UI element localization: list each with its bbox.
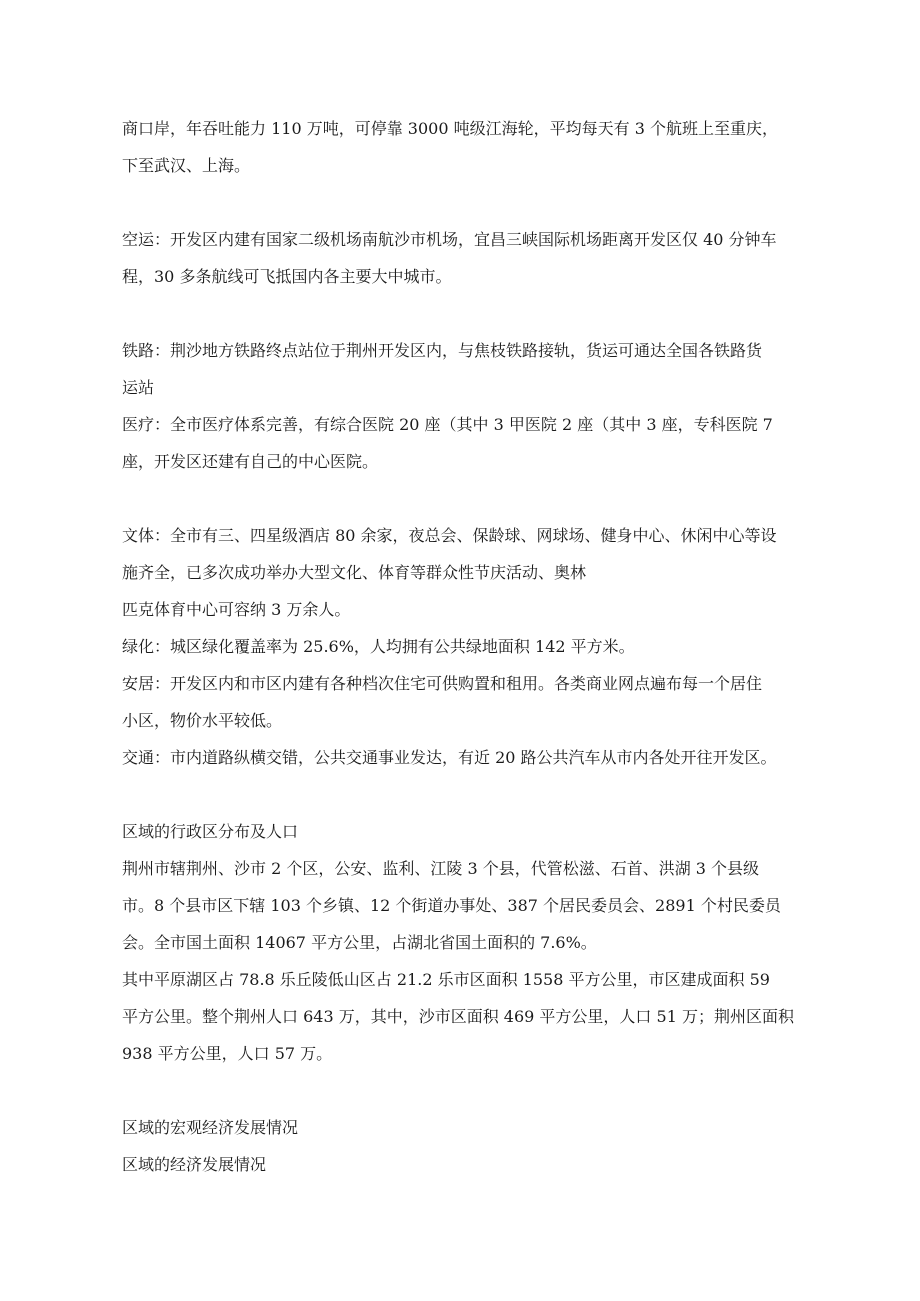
- culture-line-3: 匹克体育中心可容纳 3 万余人。: [122, 600, 351, 619]
- admin-line-2: 市。8 个县市区下辖 103 个乡镇、12 个街道办事处、387 个居民委员会、2891 个村民委员: [122, 896, 781, 915]
- spacer: [122, 1072, 822, 1109]
- culture-line-2: 施齐全，已多次成功举办大型文化、体育等群众性节庆活动、奥林: [122, 563, 587, 582]
- traffic-paragraph: [122, 739, 822, 776]
- admin-line-1: 荆州市辖荆州、沙市 2 个区，公安、监利、江陵 3 个县，代管松滋、石首、洪湖 3 个县级: [122, 859, 760, 878]
- rail-line-2: 运站: [122, 378, 155, 397]
- rail-paragraph: [122, 332, 822, 369]
- green-text: ：城区绿化覆盖率为 25.6%，人均拥有公共绿地面积 142 平方米。: [154, 637, 635, 656]
- spacer: [122, 776, 822, 813]
- air-line-2: 程，30 多条航线可飞抵国内各主要大中城市。: [122, 267, 452, 286]
- spacer: [122, 480, 822, 517]
- rail-text: ：荆沙地方铁路终点站位于荆州开发区内，与焦枝铁路接轨，货运可通达全国各铁路货: [154, 341, 763, 360]
- housing-line-2: 小区，物价水平较低。: [122, 711, 283, 730]
- housing-paragraph: [122, 665, 822, 702]
- admin-line-3: 会。全市国土面积 14067 平方公里，占湖北省国土面积的 7.6%。: [122, 933, 597, 952]
- admin-line-4: 其中平原湖区占 78.8 乐丘陵低山区占 21.2 乐市区面积 1558 平方公里，市区建成面积 59: [122, 970, 770, 989]
- green-paragraph: [122, 628, 822, 665]
- admin-line-5: 平方公里。整个荆州人口 643 万，其中，沙市区面积 469 平方公里，人口 51 万；荆州区面积: [122, 1007, 794, 1026]
- spacer: [122, 184, 822, 221]
- admin-line-6: 938 平方公里，人口 57 万。: [122, 1044, 333, 1063]
- housing-text: ：开发区内和市区内建有各种档次住宅可供购置和租用。各类商业网点遍布每一个居住: [154, 674, 763, 693]
- housing-term: 安居: [122, 674, 155, 693]
- traffic-term: 交通: [122, 748, 155, 767]
- air-paragraph: [122, 221, 822, 258]
- medical-line-2: 座，开发区还建有自己的中心医院。: [122, 452, 379, 471]
- medical-line-1: 医疗：全市医疗体系完善，有综合医院 20 座（其中 3 甲医院 2 座（其中 3 座，专科医院 7: [122, 415, 773, 434]
- culture-line-1: 文体：全市有三、四星级酒店 80 余家，夜总会、保龄球、网球场、健身中心、休闲中心等设: [122, 526, 777, 545]
- economy-heading: 区域的宏观经济发展情况: [122, 1118, 299, 1137]
- document-body: [122, 110, 822, 1183]
- green-term: 绿化: [122, 637, 155, 656]
- traffic-text: ：市内道路纵横交错，公共交通事业发达，有近 20 路公共汽车从市内各处开往开发区。: [154, 748, 777, 767]
- air-text: ：开发区内建有国家二级机场南航沙市机场，宜昌三峡国际机场距离开发区仅 40 分钟车: [154, 230, 777, 249]
- port-line-2: 下至武汉、上海。: [122, 156, 251, 175]
- admin-heading: 区域的行政区分布及人口: [122, 822, 299, 841]
- spacer: [122, 295, 822, 332]
- rail-term: 铁路: [122, 341, 155, 360]
- port-line-1: 商口岸，年吞吐能力 110 万吨，可停靠 3000 吨级江海轮，平均每天有 3 个航班上至重庆，: [122, 119, 778, 138]
- air-term: 空运: [122, 230, 155, 249]
- economy-subheading: 区域的经济发展情况: [122, 1155, 267, 1174]
